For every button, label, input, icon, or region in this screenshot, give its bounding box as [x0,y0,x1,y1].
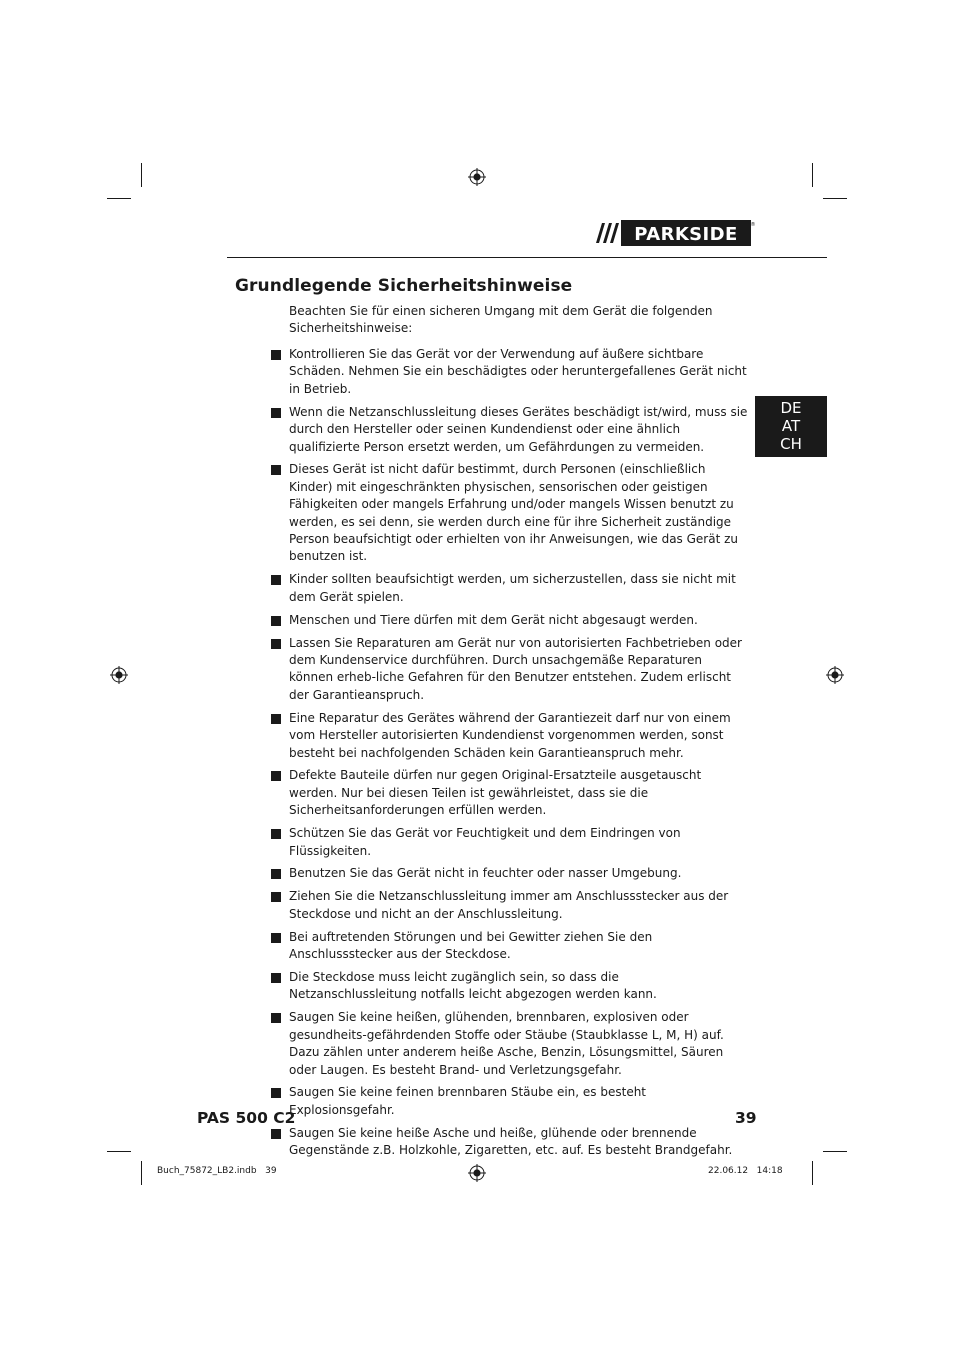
item-text: Bei auftretenden Störungen und bei Gewitter ziehen Sie den Anschlussstecker aus der Steckdose. [289,929,653,962]
list-item [0,767,749,819]
item-text: Ziehen Sie die Netzanschlussleitung immer am Anschlussstecker aus der Steckdose und nicht an der Anschlussleitung. [289,889,729,921]
square-bullet-icon [271,350,281,360]
crop-mark [823,198,847,199]
print-stamp: 22.06.12 14:18 [708,1166,783,1176]
list-item [0,888,749,923]
item-text: Eine Reparatur des Gerätes während der Garantiezeit darf nur von einem vom Hersteller autorisierten Kundendienst vorgenommen werden, sonst besteht bei nachfolgenden Schäden kein Garantieanspruch mehr. [289,710,731,760]
section-intro: Beachten Sie für einen sicheren Umgang mit dem Gerät die folgenden Sicherheitshinweise: [289,304,713,336]
square-bullet-icon [271,1013,281,1023]
square-bullet-icon [271,933,281,943]
language-code-ch: CH [780,435,802,453]
item-text: Schützen Sie das Gerät vor Feuchtigkeit und dem Eindringen von Flüssigkeiten. [289,826,681,858]
item-text: Menschen und Tiere dürfen mit dem Gerät nicht abgesaugt werden. [289,612,698,627]
list-item [0,1009,749,1079]
square-bullet-icon [271,1129,281,1139]
registered-mark: ® [750,222,756,228]
parkside-logo [593,219,756,247]
header-rule [227,257,827,258]
registration-mark-icon [468,1164,486,1182]
item-text: Dieses Gerät ist nicht dafür bestimmt, durch Personen (einschließlich Kinder) mit eingeschränkten physischen, sensorischen oder geistigen Fähigkeiten oder mangels Erfahrung und/oder mangels Wissen benutzt zu werden, es sei denn, sie werden durch eine für ihre Sicherheit zuständige Person beaufsichtigt oder erhielten von ihr Anweisungen, wie das Gerät zu benutzen ist. [289,462,739,564]
item-text: Lassen Sie Reparaturen am Gerät nur von autorisierten Fachbetrieben oder dem Kundenservice durchführen. Durch unsachgemäße Reparaturen können erheb-liche Gefahren für den Benutzer entstehen. Zudem erlischt der Garantieanspruch. [289,635,742,702]
registration-mark-icon [468,168,486,186]
item-text: Benutzen Sie das Gerät nicht in feuchter oder nasser Umgebung. [289,866,682,881]
language-code-de: DE [780,399,802,417]
item-text: Kinder sollten beaufsichtigt werden, um sicherzustellen, dass sie nicht mit dem Gerät spielen. [289,572,736,604]
model-name: PAS 500 C2 [197,1109,296,1127]
crop-mark [812,163,813,187]
item-text: Saugen Sie keine heiße Asche und heiße, glühende oder brennende Gegenstände z.B. Holzkohle, Zigaretten, etc. auf. Es besteht Brandgefahr. [289,1125,733,1158]
list-item [0,612,749,629]
list-item [0,571,749,606]
registration-mark-icon [826,666,844,684]
list-item [0,635,749,705]
square-bullet-icon [271,575,281,585]
file-slug: Buch_75872_LB2.indb 39 [157,1166,277,1176]
language-code-at: AT [781,417,801,435]
list-item [0,865,749,882]
list-item [0,461,749,565]
list-item [0,969,749,1004]
square-bullet-icon [271,465,281,475]
item-text: Saugen Sie keine feinen brennbaren Stäube ein, es besteht Explosionsgefahr. [289,1085,647,1117]
item-text: Wenn die Netzanschlussleitung dieses Gerätes beschädigt ist/wird, muss sie durch den Hersteller oder seinen Kundendienst oder eine ähnlich qualifizierte Person ersetzt werden, um Gefährdungen zu vermeiden. [289,404,748,454]
crop-mark [107,198,131,199]
safety-list [0,346,749,1165]
crop-mark [823,1151,847,1152]
list-item [0,404,749,456]
item-text: Defekte Bauteile dürfen nur gegen Original-Ersatzteile ausgetauscht werden. Nur bei diesen Teilen ist gewährleistet, dass sie die Sicherheitsanforderungen erfüllen werden. [289,768,702,818]
item-text: Die Steckdose muss leicht zugänglich sein, so dass die Netzanschlussleitung notfalls leicht abgezogen werden kann. [289,970,657,1002]
list-item [0,929,749,964]
list-item [0,346,749,398]
square-bullet-icon [271,639,281,649]
square-bullet-icon [271,892,281,902]
list-item [0,1084,749,1119]
logo-wordmark: PARKSIDE [634,224,738,245]
square-bullet-icon [271,973,281,983]
list-item [0,825,749,860]
crop-mark [812,1161,813,1185]
language-tab [755,396,827,457]
square-bullet-icon [271,829,281,839]
square-bullet-icon [271,869,281,879]
crop-mark [141,163,142,187]
section-title: Grundlegende Sicherheitshinweise [235,276,573,296]
item-text: Kontrollieren Sie das Gerät vor der Verwendung auf äußere sichtbare Schäden. Nehmen Sie ein beschädigtes oder heruntergefallenes Gerät nicht in Betrieb. [289,347,747,396]
square-bullet-icon [271,771,281,781]
square-bullet-icon [271,1088,281,1098]
item-text: Saugen Sie keine heißen, glühenden, brennbaren, explosiven oder gesundheits-gefährdenden Stoffe oder Stäube (Staubklasse L, M, H) auf. Dazu zählen unter anderem heiße Asche, Benzin, Lösungsmittel, Säuren oder Laugen. Es besteht Brand- und Verletzungsgefahr. [289,1010,724,1077]
square-bullet-icon [271,408,281,418]
page-number: 39 [735,1109,757,1127]
list-item [0,1125,749,1160]
square-bullet-icon [271,616,281,626]
list-item [0,710,749,762]
square-bullet-icon [271,714,281,724]
